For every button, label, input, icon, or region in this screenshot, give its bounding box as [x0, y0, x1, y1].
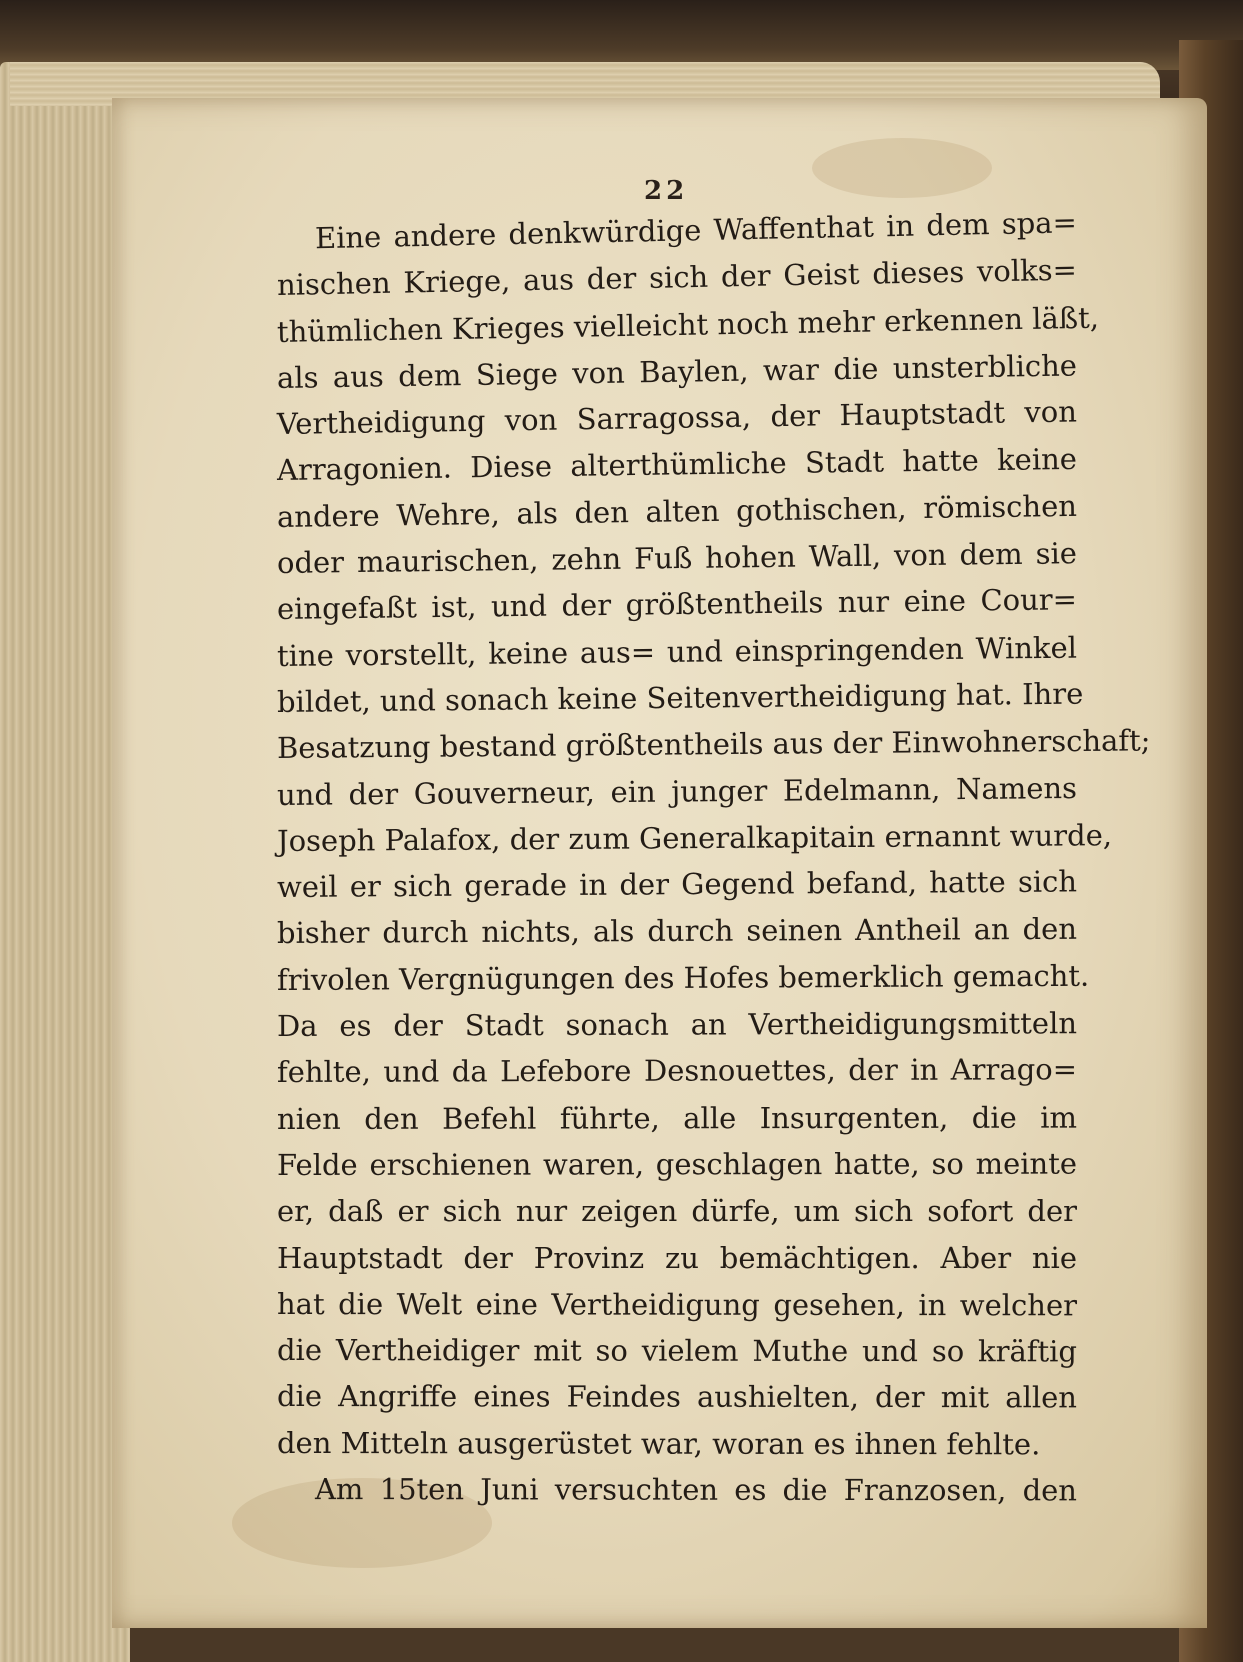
- text-line: Eine andere denkwürdige Waffenthat in dem spa=: [314, 205, 1078, 256]
- text-line: Joseph Palafox, der zum Generalkapitain ernannt wurde,: [276, 818, 1113, 858]
- text-line: hat die Welt eine Vertheidigung gesehen, in welcher: [276, 1286, 1078, 1323]
- text-line: Da es der Stadt sonach an Vertheidigungsmitteln: [276, 1006, 1078, 1044]
- paper-stain: [812, 138, 992, 198]
- text-line: nien den Befehl führte, alle Insurgenten, die im: [276, 1100, 1078, 1136]
- text-line: bildet, und sonach keine Seitenvertheidigung hat. Ihre: [276, 676, 1084, 719]
- text-line: oder maurischen, zehn Fuß hohen Wall, von dem sie: [276, 536, 1078, 581]
- text-line: Besatzung bestand größtentheils aus der Einwohnerschaft;: [276, 723, 1151, 766]
- text-line: den Mitteln ausgerüstet war, woran es ihnen fehlte.: [276, 1425, 1041, 1462]
- text-line: bisher durch nichts, als durch seinen Antheil an den: [276, 912, 1078, 951]
- text-line: fehlte, und da Lefebore Desnouettes, der in Arrago=: [276, 1052, 1078, 1090]
- text-line: Arragonien. Diese alterthümliche Stadt hatte keine: [276, 442, 1078, 488]
- page-number: 22: [644, 176, 689, 206]
- text-line: die Angriffe eines Feindes aushielten, der mit allen: [276, 1379, 1078, 1415]
- text-line: weil er sich gerade in der Gegend befand, hatte sich: [276, 864, 1078, 905]
- text-line: frivolen Vergnügungen des Hofes bemerklich gemacht.: [276, 958, 1090, 997]
- text-line: Felde erschienen waren, geschlagen hatte, so meinte: [276, 1146, 1078, 1182]
- text-line: Hauptstadt der Provinz zu bemächtigen. Aber nie: [277, 1240, 1077, 1275]
- text-line: als aus dem Siege von Baylen, war die unsterbliche: [276, 348, 1078, 395]
- body-text: [276, 205, 1151, 1512]
- text-line: Vertheidigung von Sarragossa, der Hauptstadt von: [276, 394, 1078, 442]
- text-line: und der Gouverneur, ein junger Edelmann, Namens: [276, 770, 1078, 812]
- text-line: tine vorstellt, keine aus= und einspringenden Winkel: [276, 630, 1078, 673]
- stacked-page-edges: [0, 62, 130, 1662]
- text-line: nischen Kriege, aus der sich der Geist dieses volks=: [276, 252, 1078, 303]
- text-line: er, daß er sich nur zeigen dürfe, um sich sofort der: [277, 1194, 1077, 1229]
- book-binding-top: [0, 0, 1243, 70]
- text-line: eingefaßt ist, und der größtentheils nur eine Cour=: [276, 582, 1078, 627]
- text-line: Am 15ten Juni versuchten es die Franzosen, den: [314, 1472, 1078, 1508]
- text-line: andere Wehre, als den alten gothischen, römischen: [276, 488, 1078, 534]
- text-line: die Vertheidiger mit so vielem Muthe und so kräftig: [276, 1333, 1078, 1369]
- book-page: [112, 98, 1207, 1628]
- text-line: thümlichen Krieges vielleicht noch mehr erkennen läßt,: [276, 300, 1100, 349]
